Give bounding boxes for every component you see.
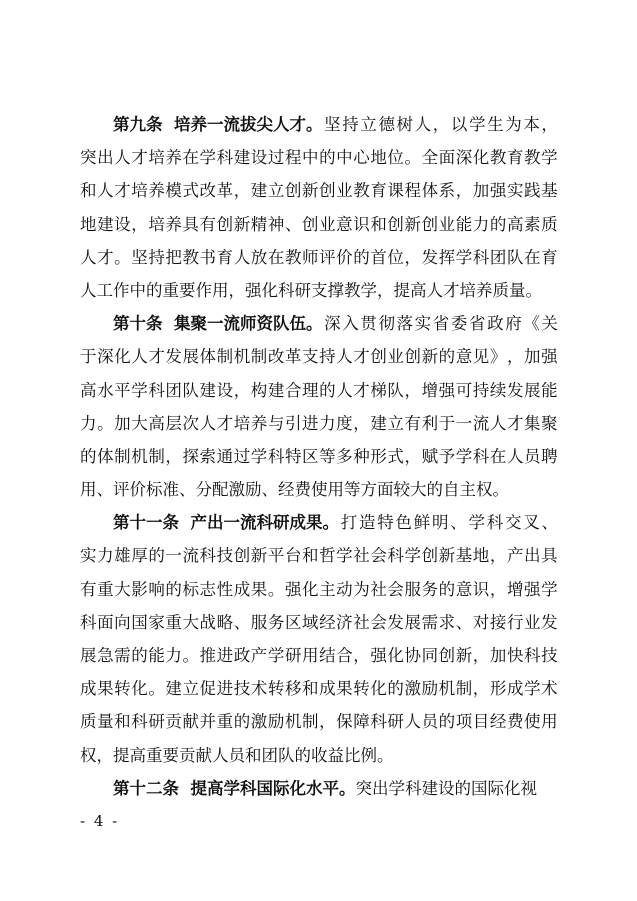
article-heading: 第十二条 提高学科国际化水平。 [113,778,356,798]
article-heading: 第十一条 产出一流科研成果。 [113,513,339,533]
body-text: 权，提高重要贡献人员和团队的收益比例。 [80,745,394,765]
text-line: 成 果 转 化 。 建 立 促 进 技 术 转 移 和 成 果 转 化 的 激 励 机 制 ， 形 成 学 术 [80,679,558,699]
text-line: 第十一条 产出一流科研成果。 打 造 特 色 鲜 明 、 学 科 交 叉 、 [80,506,558,539]
text-line [80,274,558,307]
text-line: 地 建 设 ， 培 养 具 有 创 新 精 神 、 创 业 意 识 和 创 新 创 业 能 力 的 高 素 质 [80,214,558,234]
text-line: 有 重 大 影 响 的 标 志 性 成 果 。 强 化 主 动 为 社 会 服 务 的 意 识 ， 增 强 学 [80,579,558,599]
text-line: 高 水 平 学 科 团 队 建 设 ， 构 建 合 理 的 人 才 梯 队 ， 增 强 可 持 续 发 展 能 [80,380,558,400]
text-line: 的 体 制 机 制 ， 探 索 通 过 学 科 特 区 等 多 种 形 式 ， 赋 予 学 科 在 人 员 聘 [80,446,558,466]
article-heading: 第十条 集聚一流师资队伍。 [113,314,323,334]
page-number: - 4 - [80,812,120,830]
text-line [80,473,558,506]
text-line [80,739,558,772]
article-heading: 第九条 培养一流拔尖人才。 [113,115,323,134]
body-text: 突出学科建设的国际化视 [355,778,537,798]
text-line: 展 急 需 的 能 力 。 推 进 政 产 学 研 用 结 合 ， 强 化 协 同 创 新 ， 加 快 科 技 [80,646,558,665]
text-line: 突 出 人 才 培 养 在 学 科 建 设 过 程 中 的 中 心 地 位 。 全 面 深 化 教 育 教 学 [80,148,558,168]
text-line: 和 人 才 培 养 模 式 改 革 ， 建 立 创 新 创 业 教 育 课 程 体 系 ， 加 强 实 践 基 [80,181,558,201]
body-text: 人工作中的重要作用，强化科研支撑教学，提高人才培养质量。 [80,280,542,300]
document-body [80,108,558,805]
text-line: 于 深 化 人 才 发 展 体 制 机 制 改 革 支 持 人 才 创 业 创 新 的 意 见 》 ， 加 强 [80,347,558,367]
body-text: 用、评价标准、分配激励、经费使用等方面较大的自主权。 [80,480,509,500]
text-line: 实 力 雄 厚 的 一 流 科 技 创 新 平 台 和 哲 学 社 会 科 学 创 新 基 地 ， 产 出 具 [80,546,558,566]
text-line: 第十条 集聚一流师资队伍。 深 入 贯 彻 落 实 省 委 省 政 府 《 关 [80,307,558,340]
text-line: 力 。 加 大 高 层 次 人 才 培 养 与 引 进 力 度 ， 建 立 有 利 于 一 流 人 才 集 聚 [80,413,558,433]
text-line: 人 才 。 坚 持 把 教 书 育 人 放 在 教 师 评 价 的 首 位 ， 发 挥 学 科 团 队 在 育 [80,247,558,267]
text-line: 第九条 培养一流拔尖人才。 坚 持 立 德 树 人 ， 以 学 生 为 本 ， [80,108,558,141]
text-line: 科 面 向 国 家 重 大 战 略 、 服 务 区 域 经 济 社 会 发 展 需 求 、 对 接 行 业 发 [80,612,558,632]
text-line: 质 量 和 科 研 贡 献 并 重 的 激 励 机 制 ， 保 障 科 研 人 员 的 项 目 经 费 使 用 [80,712,558,732]
text-line [80,772,558,805]
